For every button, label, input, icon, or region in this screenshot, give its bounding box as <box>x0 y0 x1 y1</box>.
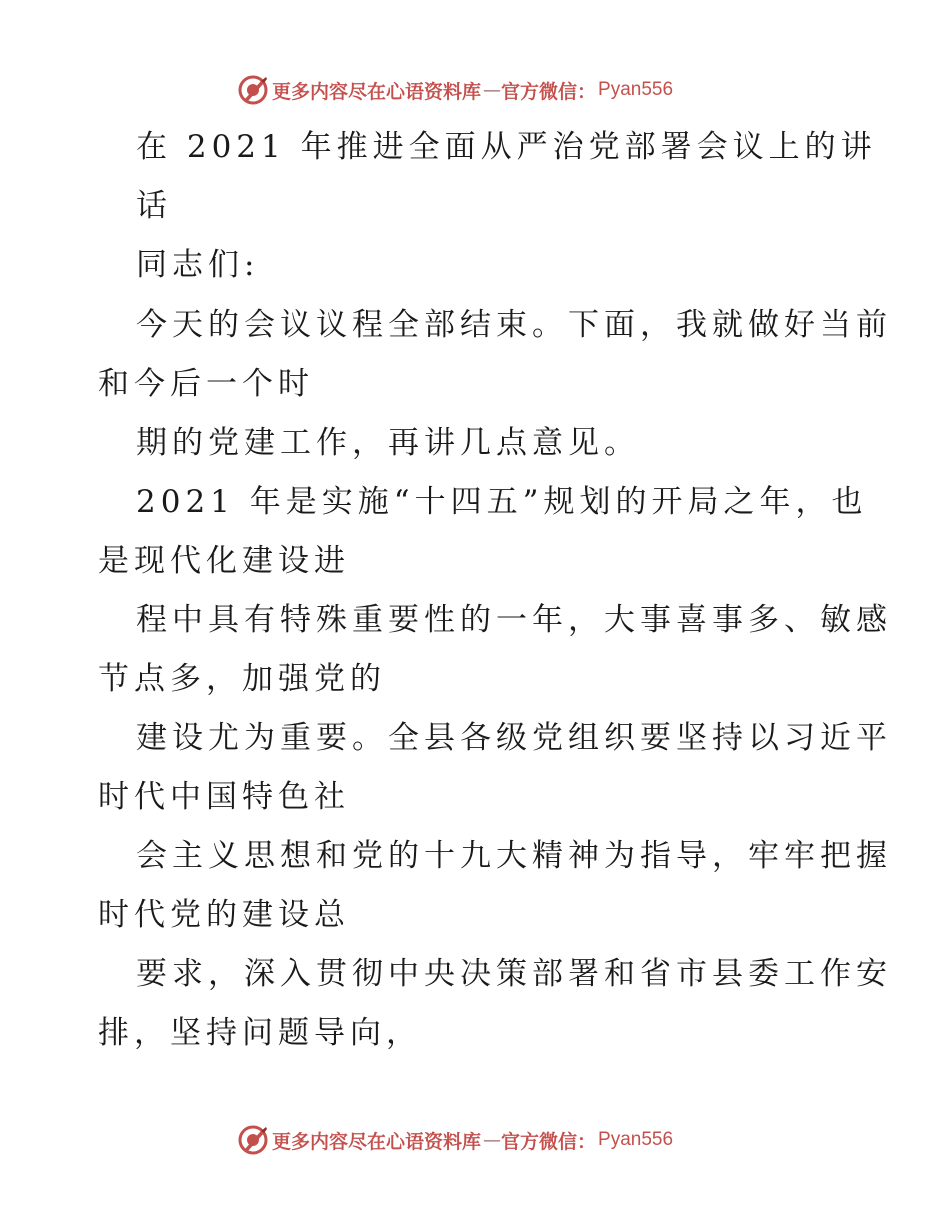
salutation: 同志们: <box>136 247 260 283</box>
paragraph-line: 期的党建工作，再讲几点意见。 <box>136 425 640 461</box>
paragraph-line: 会主义思想和党的十九大精神为指导，牢牢把握 <box>136 838 892 874</box>
paragraph-line: 建设尤为重要。全县各级党组织要坚持以习近平 <box>136 720 892 756</box>
paragraph-line: 时代党的建设总 <box>98 897 350 933</box>
header-banner <box>236 72 673 108</box>
banner-handle: Pyan556 <box>598 1129 674 1150</box>
banner-separator: — <box>483 79 502 101</box>
pen-logo-icon <box>236 73 270 107</box>
banner-brand: 更多内容尽在心语资料库 <box>272 1130 482 1153</box>
banner-label: 官方微信： <box>501 80 597 103</box>
banner-label: 官方微信： <box>501 1130 597 1153</box>
paragraph-line: 要求，深入贯彻中央决策部署和省市县委工作安 <box>136 956 892 992</box>
paragraph-line: 程中具有特殊重要性的一年，大事喜事多、敏感 <box>136 602 892 638</box>
banner-separator: — <box>483 1129 502 1151</box>
paragraph-line: 和今后一个时 <box>98 366 314 402</box>
paragraph-line: 2021 年是实施“十四五”规划的开局之年，也 <box>136 484 868 520</box>
banner-brand: 更多内容尽在心语资料库 <box>272 80 482 103</box>
pen-logo-icon <box>236 1123 270 1157</box>
footer-banner <box>236 1122 673 1158</box>
paragraph-line: 排，坚持问题导向， <box>98 1015 422 1051</box>
title-line-1: 在 2021 年推进全面从严治党部署会议上的讲 <box>136 129 877 165</box>
paragraph-line: 时代中国特色社 <box>98 779 350 815</box>
title-line-2: 话 <box>136 188 172 224</box>
paragraph-line: 是现代化建设进 <box>98 543 350 579</box>
banner-handle: Pyan556 <box>598 79 674 100</box>
paragraph-line: 今天的会议议程全部结束。下面，我就做好当前 <box>136 307 892 343</box>
paragraph-line: 节点多，加强党的 <box>98 661 386 697</box>
